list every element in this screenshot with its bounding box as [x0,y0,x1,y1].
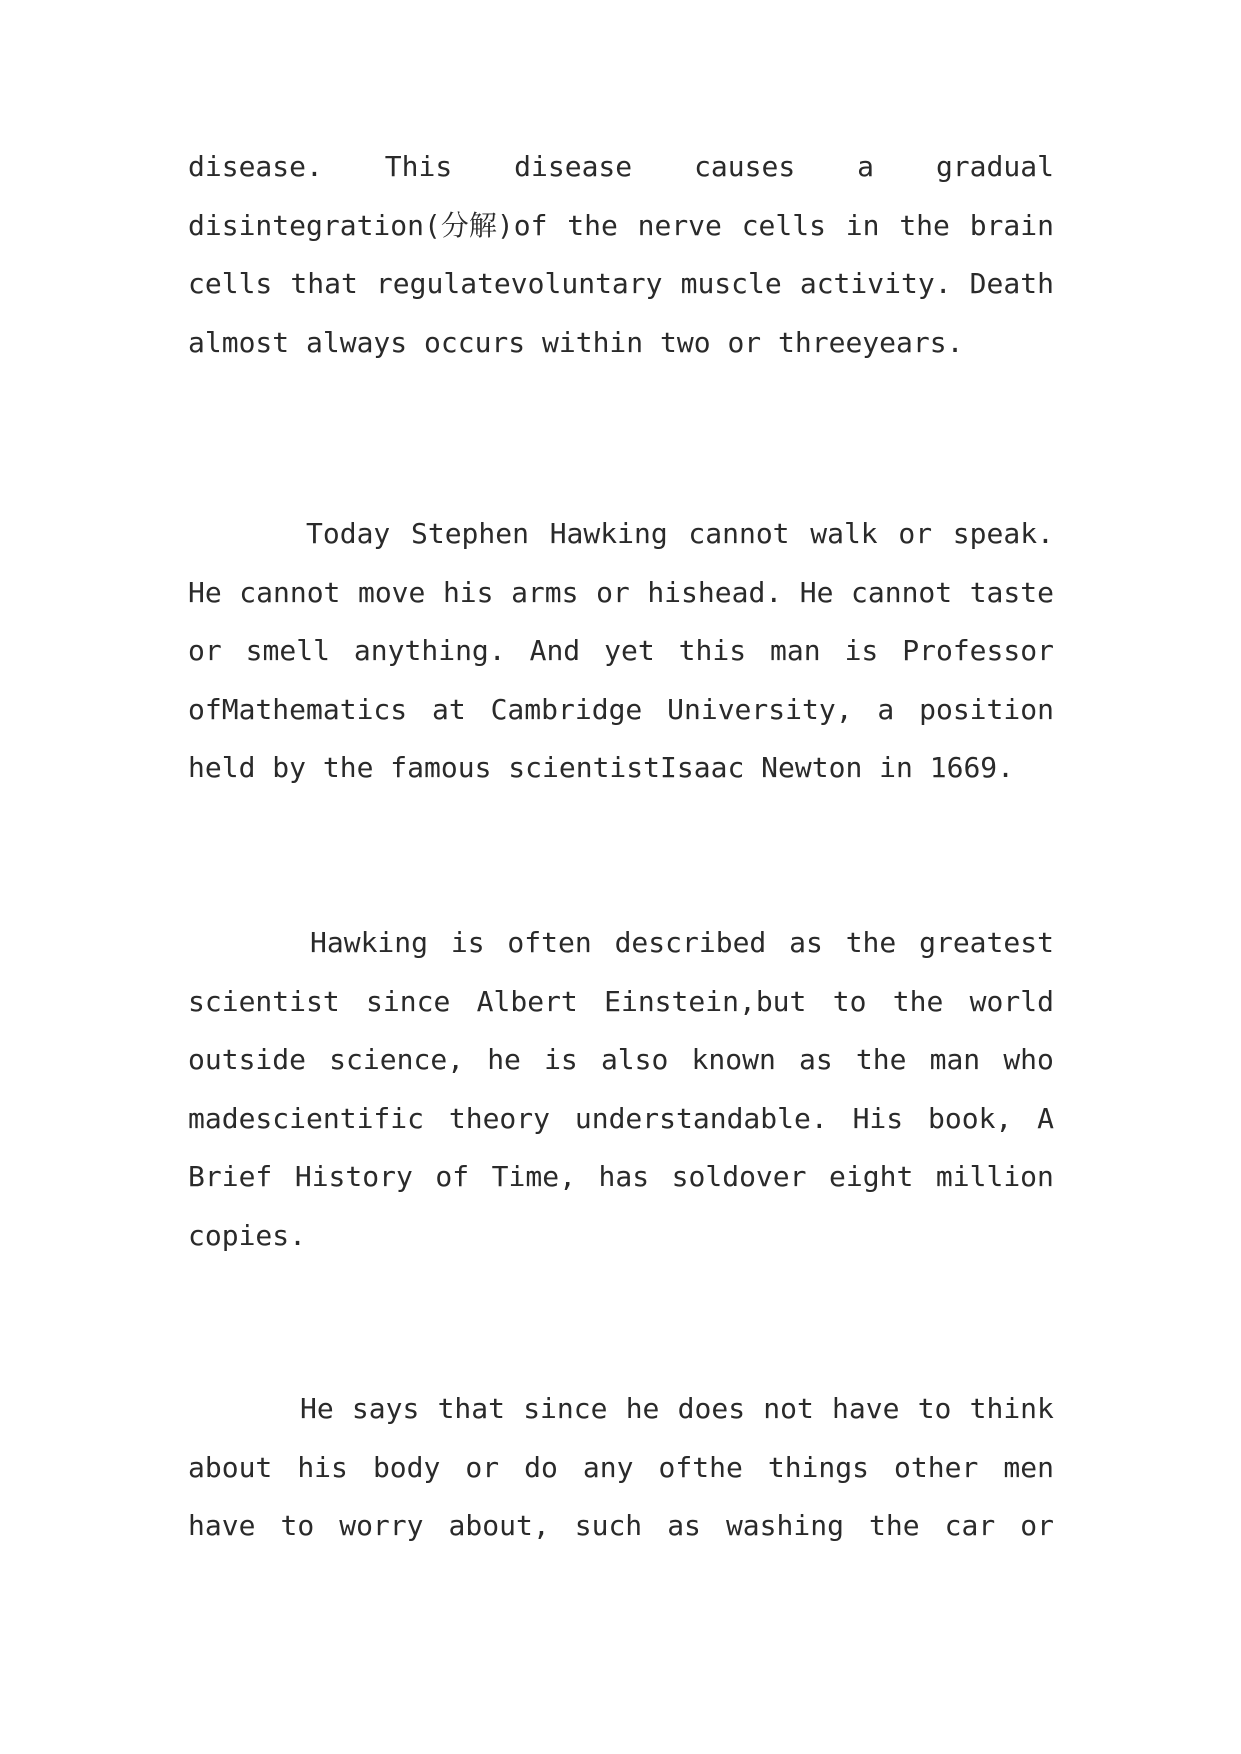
word: is [844,634,879,667]
word: brain [969,208,1054,242]
word: ofMathematics [188,692,408,726]
word: science, [329,1043,465,1076]
word: such [574,1509,643,1542]
word: or [188,634,222,667]
word: Cambridge [490,692,643,726]
word: yet [604,634,655,667]
paragraph-4-line-2 [188,1439,1054,1498]
word: or [898,517,933,550]
word: about [188,1450,273,1484]
word: understandable. [574,1101,828,1135]
word: eight [829,1160,914,1193]
word: have [188,1509,256,1542]
word: described [614,926,767,959]
word: as [798,1043,833,1076]
word: outside [188,1043,307,1076]
word: Albert [476,984,578,1018]
word: men [1003,1450,1054,1484]
paragraph-2-line-4 [188,681,1054,740]
word: the [892,984,944,1018]
word: arms [511,575,579,609]
word: the [845,926,897,959]
word: also [600,1043,669,1076]
word: as [789,926,823,959]
word: at [432,692,466,726]
word: held by the famous scientistIsaac Newton in 1669. [188,751,1015,784]
word: have [832,1392,900,1425]
word: position [919,692,1054,726]
word: in [845,208,880,242]
word: car [944,1509,996,1542]
word: Time, [491,1160,576,1193]
word: Today [306,517,391,550]
word: he [625,1392,660,1425]
word: smell [245,634,330,667]
paragraph-1-line-3 [188,255,1054,314]
word: cells [741,208,826,242]
word: Death [969,267,1054,300]
word: the [567,208,618,242]
word: about, [448,1509,550,1542]
word: since [366,984,451,1018]
word: cannot [688,517,790,550]
paragraph-3-line-3 [188,1031,1054,1090]
word: to [832,984,867,1018]
paragraph-3 [188,914,1054,1265]
word: or [596,575,630,609]
paragraph-2-line-1 [188,505,1054,564]
word: often [507,926,592,959]
word: ofthe [658,1450,743,1484]
word: He [300,1392,334,1425]
word: book, [928,1101,1013,1135]
word: does [677,1392,746,1425]
word: taste [969,575,1054,609]
word: nerve [637,208,722,242]
word: move [357,575,426,609]
paragraph-1-line-4 [188,314,1054,373]
word: disease [514,150,633,183]
word: He [188,575,222,609]
word: body [372,1450,441,1484]
word: regulatevoluntary [375,267,663,300]
word: gradual [935,150,1054,183]
word: he [487,1043,521,1076]
word: any [582,1450,634,1484]
word: activity. [799,267,952,300]
word: things [767,1450,869,1484]
word: madescientific [188,1101,425,1135]
word: or [465,1450,500,1484]
word: soldover [671,1160,807,1193]
word: History [294,1160,413,1193]
paragraph-3-line-4 [188,1090,1054,1149]
word: cells [188,267,273,300]
paragraph-2-line-2 [188,564,1054,623]
paragraph-2-line-3 [188,622,1054,681]
word: And [529,634,581,667]
word: not [763,1392,814,1425]
paragraph-3-line-2 [188,973,1054,1032]
paragraph-4 [188,1380,1054,1556]
word: copies. [188,1218,307,1252]
word: This [384,150,453,183]
paragraph-2 [188,505,1054,798]
word: says [351,1392,420,1425]
paragraph-4-line-3 [188,1497,1054,1556]
word: He [799,575,834,609]
word: Professor [902,634,1054,667]
word: that [437,1392,505,1425]
word: is [544,1043,578,1076]
word: this [678,634,747,667]
word: cannot [239,575,341,609]
word: the [855,1043,907,1076]
word: theory [448,1101,551,1135]
word: hishead. [647,575,783,609]
word: Hawking [310,926,429,959]
word: muscle [680,267,782,300]
word: Hawking [549,517,668,550]
word: Einstein,but [604,984,807,1018]
word: disease. [188,150,323,183]
word: greatest [919,926,1054,959]
word: his [442,575,494,609]
word: who [1003,1043,1054,1076]
word: of [435,1160,470,1193]
word: worry [339,1509,424,1542]
word: anything. [353,634,506,667]
word: to [280,1509,315,1542]
paragraph-4-line-1 [188,1380,1054,1439]
paragraph-3-line-5 [188,1148,1054,1207]
word: University, [667,692,853,726]
word: million [935,1160,1054,1193]
word: since [523,1392,608,1425]
paragraph-3-line-1 [188,914,1054,973]
word: His [852,1101,904,1135]
paragraph-3-line-6 [188,1207,1054,1266]
word: or [1020,1509,1054,1542]
word: disintegration(分解)of [188,208,548,242]
word: a [877,692,895,726]
word: speak. [952,517,1054,550]
word: world [969,984,1054,1018]
word: Stephen [410,517,529,550]
word: almost always occurs within two or threeyears. [188,325,964,359]
word: the [899,208,950,242]
word: his [297,1450,348,1484]
word: cannot [851,575,953,609]
word: think [969,1392,1054,1425]
word: the [869,1509,920,1542]
paragraph-1 [188,138,1054,372]
word: A [1037,1101,1054,1135]
word: a [857,150,875,183]
word: washing [725,1509,844,1542]
word: man [770,634,821,667]
word: do [524,1450,558,1484]
word: man [929,1043,981,1076]
word: causes [694,150,796,183]
word: scientist [188,984,340,1018]
word: other [894,1450,979,1484]
word: known [691,1043,776,1076]
word: that [290,267,358,300]
word: Brief [188,1160,273,1193]
word: as [667,1509,701,1542]
paragraph-1-line-2 [188,197,1054,256]
word: is [450,926,485,959]
word: walk [810,517,878,550]
word: has [598,1160,650,1193]
paragraph-1-line-1 [188,138,1054,197]
word: to [917,1392,952,1425]
paragraph-2-line-5 [188,739,1054,798]
